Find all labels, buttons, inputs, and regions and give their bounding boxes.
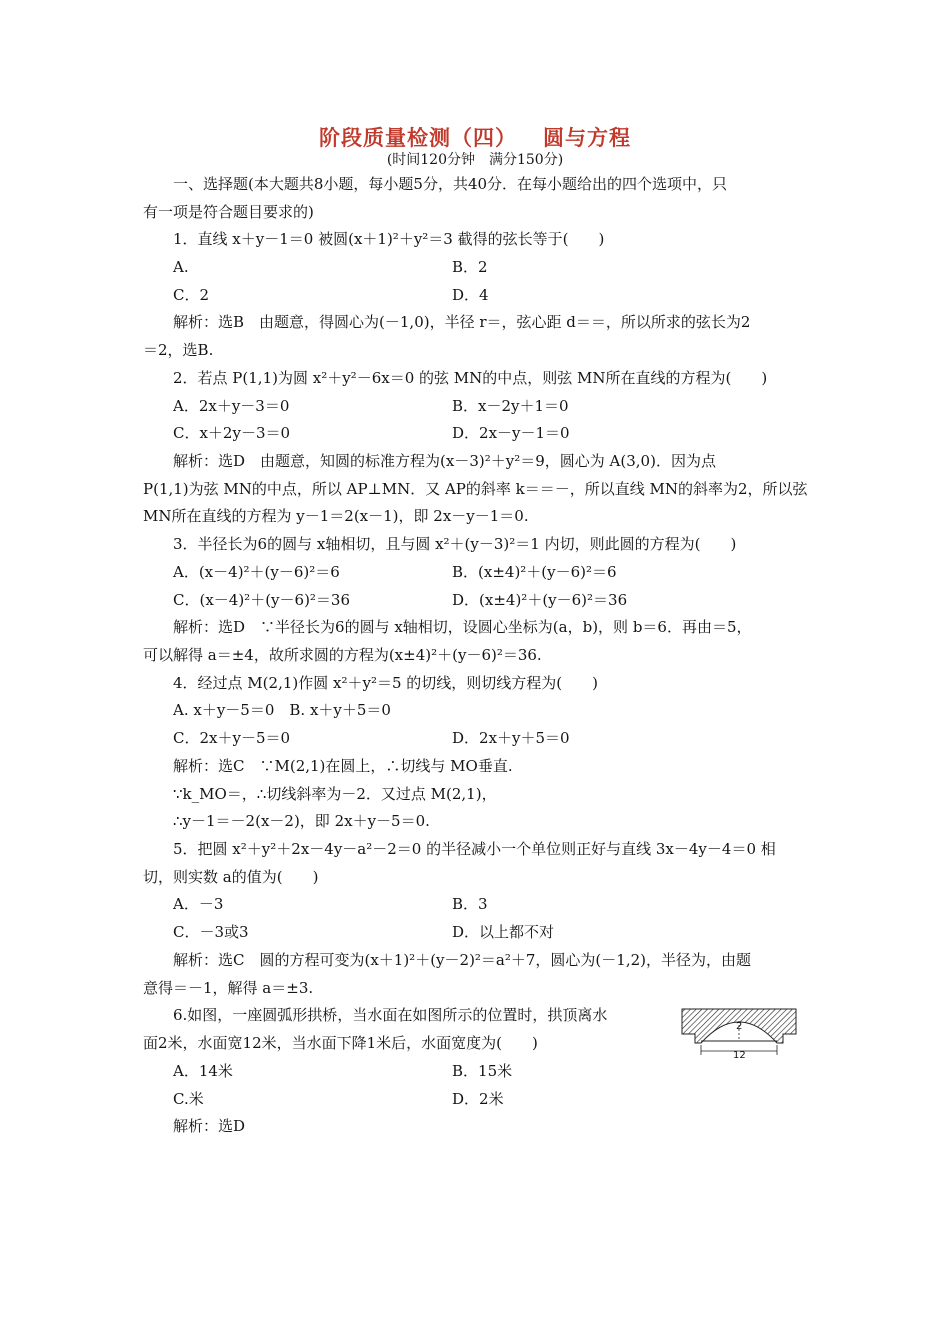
q5-option-d: D．以上都不对	[452, 923, 555, 941]
q5-option-a: A．－3	[173, 895, 224, 913]
q1-solution-line2: ＝2，选B.	[143, 341, 214, 359]
page-title	[0, 122, 950, 152]
q6-option-c: C.米	[173, 1090, 204, 1108]
q6-option-b: B．15米	[452, 1062, 513, 1080]
q5-solution-line1: 解析：选C 圆的方程可变为(x＋1)²＋(y－2)²＝a²＋7，圆心为(－1,2)，半径为，由题	[173, 951, 751, 969]
title-main: 阶段质量检测（四）	[319, 126, 517, 150]
q2-solution-line2: P(1,1)为弦 MN的中点，所以 AP⊥MN．又 AP的斜率 k＝＝－，所以直线 MN的斜率为2，所以弦	[143, 480, 808, 498]
q4-options-ab: A. x＋y－5＝0 B. x＋y＋5＝0	[173, 701, 391, 719]
q2-option-a: A．2x＋y－3＝0	[173, 397, 290, 415]
q6-option-d: D．2米	[452, 1090, 504, 1108]
arch-bridge-figure	[681, 1007, 797, 1059]
q1-option-c: C．2	[173, 286, 210, 304]
q6-solution-line1: 解析：选D	[173, 1117, 246, 1135]
q3-option-d: D．(x±4)²＋(y－6)²＝36	[452, 591, 628, 609]
q5-stem-line1: 5．把圆 x²＋y²＋2x－4y－a²－2＝0 的半径减小一个单位则正好与直线 3x－4y－4＝0 相	[173, 840, 776, 858]
q4-option-c: C．2x＋y－5＝0	[173, 729, 291, 747]
q1-option-a: A.	[173, 258, 189, 276]
q1-option-d: D．4	[452, 286, 489, 304]
q5-option-b: B．3	[452, 895, 488, 913]
q3-option-a: A．(x－4)²＋(y－6)²＝6	[173, 563, 340, 581]
section-heading-line2: 有一项是符合题目要求的)	[143, 203, 314, 221]
q6-option-a: A．14米	[173, 1062, 233, 1080]
arch-height-label: 2	[736, 1021, 743, 1032]
q5-solution-line2: 意得＝－1，解得 a＝±3.	[143, 979, 314, 997]
q4-solution-line2: ∵k_MO＝，∴切线斜率为－2．又过点 M(2,1)，	[173, 785, 497, 803]
section-heading-line1: 一、选择题(本大题共8小题，每小题5分，共40分．在每小题给出的四个选项中，只	[173, 175, 728, 193]
q1-option-b: B．2	[452, 258, 488, 276]
water-width-label: 12	[733, 1050, 746, 1059]
q4-option-d: D．2x＋y＋5＝0	[452, 729, 570, 747]
q3-stem: 3．半径长为6的圆与 x轴相切，且与圆 x²＋(y－3)²＝1 内切，则此圆的方程为( )	[173, 535, 737, 553]
q5-stem-line2: 切，则实数 a的值为( )	[143, 868, 319, 886]
q4-stem: 4．经过点 M(2,1)作圆 x²＋y²＝5 的切线，则切线方程为( )	[173, 674, 598, 692]
q3-solution-line1: 解析：选D ∵半径长为6的圆与 x轴相切，设圆心坐标为(a，b)，则 b＝6．再由＝5，	[173, 618, 752, 636]
q4-solution-line1: 解析：选C ∵M(2,1)在圆上，∴切线与 MO垂直.	[173, 757, 513, 775]
q1-stem: 1．直线 x＋y－1＝0 被圆(x＋1)²＋y²＝3 截得的弦长等于( )	[173, 230, 605, 248]
q2-option-d: D．2x－y－1＝0	[452, 424, 570, 442]
q5-option-c: C．－3或3	[173, 923, 249, 941]
q2-option-c: C．x＋2y－3＝0	[173, 424, 291, 442]
q2-option-b: B．x－2y＋1＝0	[452, 397, 569, 415]
title-topic: 圆与方程	[543, 126, 631, 150]
q6-stem-line1: 6.如图，一座圆弧形拱桥，当水面在如图所示的位置时，拱顶离水	[173, 1006, 608, 1024]
q4-solution-line3: ∴y－1＝－2(x－2)，即 2x＋y－5＝0.	[173, 812, 430, 830]
q3-solution-line2: 可以解得 a＝±4，故所求圆的方程为(x±4)²＋(y－6)²＝36.	[143, 646, 542, 664]
q2-stem: 2．若点 P(1,1)为圆 x²＋y²－6x＝0 的弦 MN的中点，则弦 MN所在直线的方程为( )	[173, 369, 768, 387]
q2-solution-line3: MN所在直线的方程为 y－1＝2(x－1)，即 2x－y－1＝0.	[143, 507, 529, 525]
exam-subtitle: (时间120分钟 满分150分)	[386, 152, 564, 168]
q2-solution-line1: 解析：选D 由题意，知圆的标准方程为(x－3)²＋y²＝9，圆心为 A(3,0)．因为点	[173, 452, 716, 470]
q6-stem-line2: 面2米，水面宽12米，当水面下降1米后，水面宽度为( )	[143, 1034, 538, 1052]
q1-solution-line1: 解析：选B 由题意，得圆心为(－1,0)，半径 r＝，弦心距 d＝＝，所以所求的弦长为2	[173, 313, 751, 331]
q3-option-c: C．(x－4)²＋(y－6)²＝36	[173, 591, 351, 609]
q3-option-b: B．(x±4)²＋(y－6)²＝6	[452, 563, 617, 581]
